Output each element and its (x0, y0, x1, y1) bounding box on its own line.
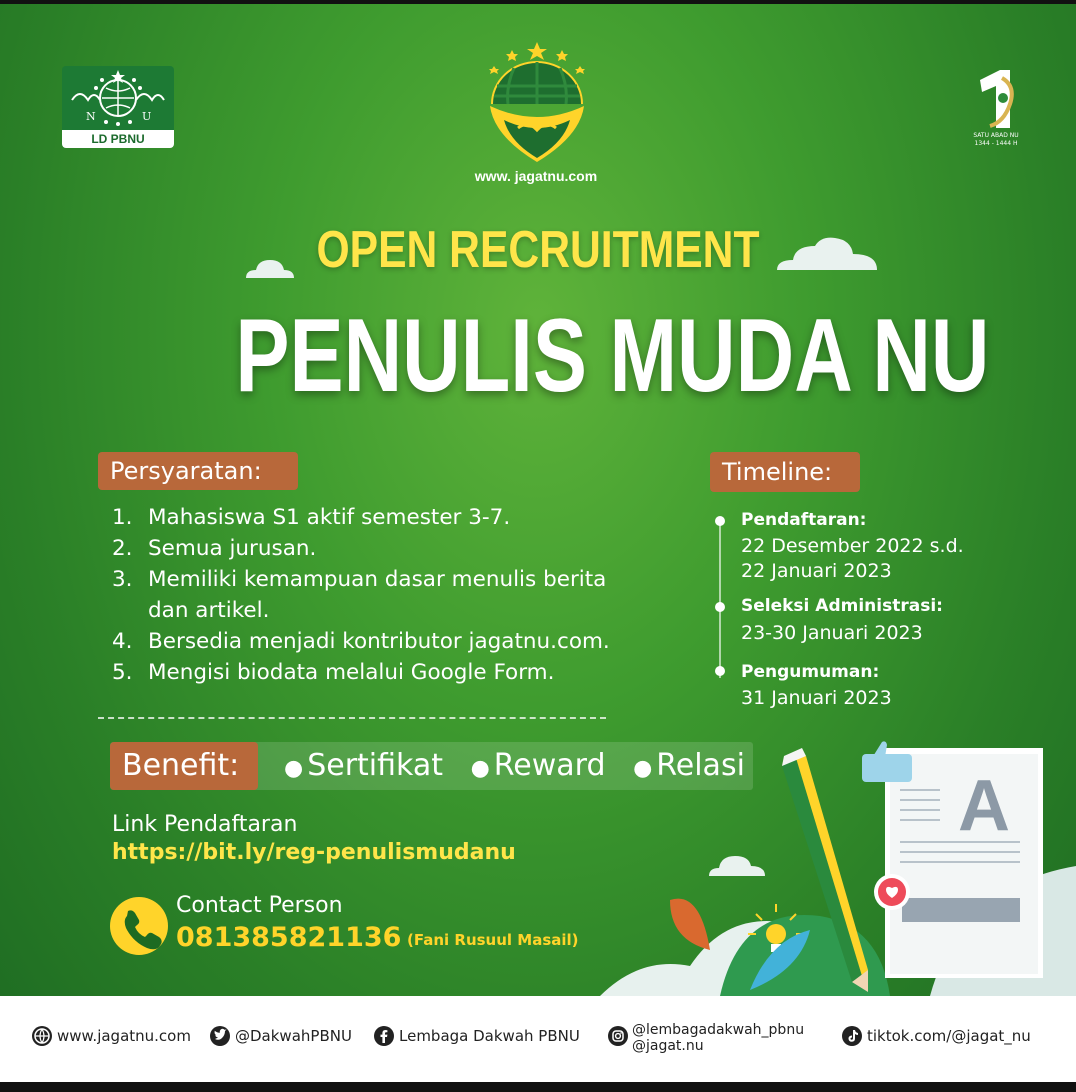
footer-website[interactable]: www.jagatnu.com (32, 1025, 191, 1047)
footer-facebook[interactable]: Lembaga Dakwah PBNU (374, 1025, 580, 1047)
benefit-item: Sertifikat (307, 748, 444, 783)
instagram-icon (608, 1026, 628, 1046)
requirements-label: Persyaratan: (98, 452, 298, 490)
nu-emblem-icon (62, 66, 174, 130)
jagatnu-url: www. jagatnu.com (474, 168, 598, 184)
benefit-label: Benefit: (110, 742, 258, 790)
section-divider (98, 717, 606, 719)
timeline-date: 31 Januari 2023 (741, 687, 892, 709)
tiktok-icon (842, 1026, 862, 1046)
headline-open-recruitment: OPEN RECRUITMENT (316, 221, 760, 279)
timeline-line (719, 518, 721, 678)
top-border (0, 0, 1076, 4)
twitter-icon (210, 1026, 230, 1046)
timeline-dot (715, 602, 725, 612)
list-item: 2. Semua jurusan. (112, 536, 317, 561)
contact-name: (Fani Rusuul Masail) (407, 931, 579, 949)
writing-illustration-icon (600, 730, 1076, 996)
timeline-date: 22 Desember 2022 s.d. (741, 535, 964, 557)
logo-letter-n: N (86, 110, 96, 123)
bottom-border (0, 1082, 1076, 1092)
list-item: 4. Bersedia menjadi kontributor jagatnu.com. (112, 629, 610, 654)
cloud-right-icon (775, 234, 879, 274)
satu-abad-text: SATU ABAD NU 1344 - 1444 H (973, 132, 1019, 147)
registration-label: Link Pendaftaran (112, 812, 298, 837)
facebook-icon (374, 1026, 394, 1046)
registration-link[interactable]: https://bit.ly/reg-penulismudanu (112, 840, 516, 865)
logo-letter-u: U (142, 110, 152, 123)
svg-text:A: A (958, 766, 1010, 846)
timeline-title-pengumuman: Pengumuman: (741, 662, 880, 682)
footer-instagram[interactable] (608, 1025, 633, 1047)
contact-number[interactable]: 081385821136 (176, 922, 402, 953)
footer-twitter[interactable]: @DakwahPBNU (210, 1025, 352, 1047)
ldpbnu-label: LD PBNU (62, 130, 174, 148)
timeline-title-pendaftaran: Pendaftaran: (741, 510, 867, 530)
list-item: 1. Mahasiswa S1 aktif semester 3-7. (112, 505, 511, 530)
bullet-icon: ● (470, 756, 490, 781)
globe-icon (32, 1026, 52, 1046)
bullet-icon: ● (284, 756, 304, 781)
bullet-icon: ● (633, 756, 653, 781)
contact-label: Contact Person (176, 893, 343, 918)
timeline-date: 22 Januari 2023 (741, 560, 892, 582)
headline-penulis-muda-nu: PENULIS MUDA NU (235, 298, 990, 414)
list-item: 3. Memiliki kemampuan dasar menulis berita dan artikel. (112, 567, 607, 623)
requirements-list (112, 502, 712, 688)
ldpbnu-logo (62, 66, 174, 148)
list-item: 5. Mengisi biodata melalui Google Form. (112, 660, 555, 685)
timeline-dot (715, 666, 725, 676)
footer-tiktok[interactable]: tiktok.com/@jagat_nu (842, 1025, 1031, 1047)
timeline-label: Timeline: (710, 452, 860, 492)
footer-instagram-handles[interactable]: @lembagadakwah_pbnu @jagat.nu (632, 1022, 805, 1054)
timeline-date: 23-30 Januari 2023 (741, 622, 923, 644)
benefit-item: Relasi (656, 748, 745, 783)
benefit-item: Reward (493, 748, 606, 783)
timeline-dot (715, 516, 725, 526)
cloud-left-icon (242, 256, 298, 280)
timeline-title-seleksi: Seleksi Administrasi: (741, 596, 943, 616)
jagatnu-globe-logo-icon (482, 42, 592, 167)
phone-icon (110, 897, 168, 955)
